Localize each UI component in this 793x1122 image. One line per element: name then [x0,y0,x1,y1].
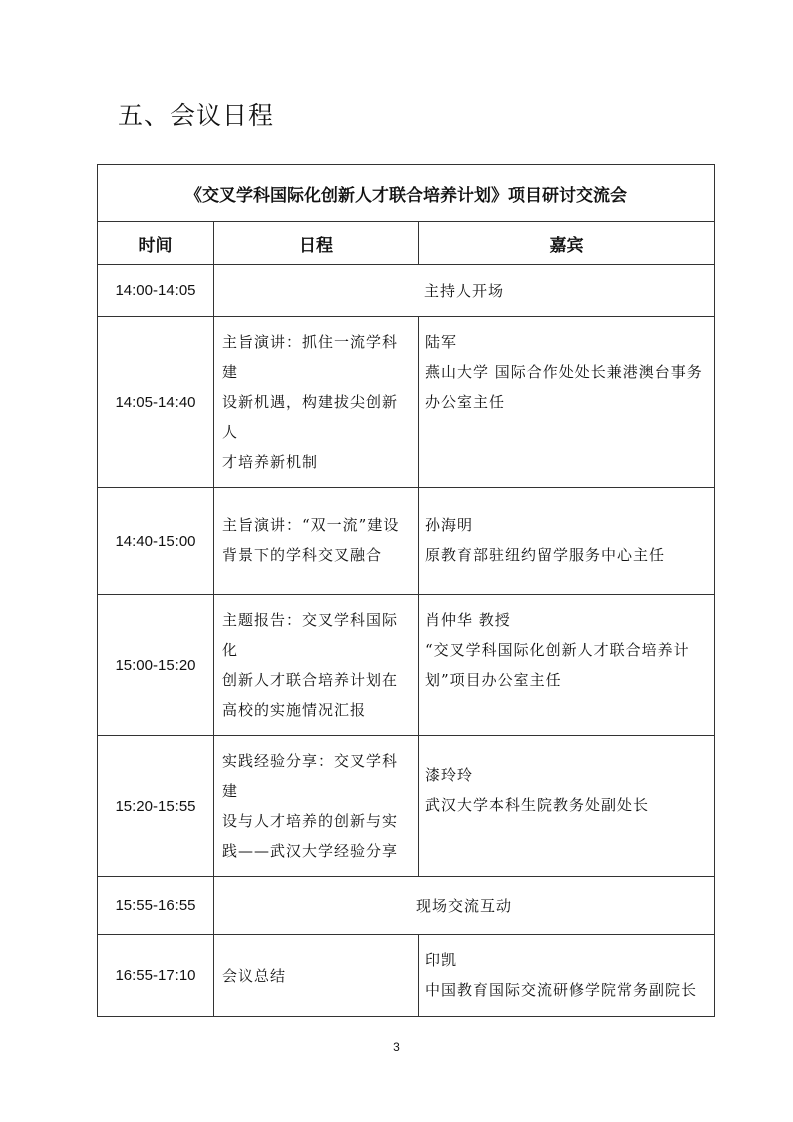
guest-line: 办公室主任 [425,393,506,411]
program-cell [214,935,419,1017]
time-cell: 15:00-15:20 [98,595,214,736]
header-program: 日程 [214,222,419,265]
time-cell: 14:05-14:40 [98,317,214,488]
program-cell [214,736,419,877]
program-line: 主旨演讲：抓住一流学科建 [222,333,399,381]
guest-line: 孙海明 [425,516,474,534]
guest-line: 中国教育国际交流研修学院常务副院长 [425,981,698,999]
program-line: 主题报告：交叉学科国际化 [222,611,399,659]
program-line: 实践经验分享：交叉学科建 [222,752,399,800]
table-row [98,317,715,488]
header-guest: 嘉宾 [419,222,715,265]
section-heading: 五、会议日程 [118,101,275,130]
program-line: 主旨演讲：“双一流”建设 [222,516,400,534]
table-row [98,877,715,935]
program-line: 设与人才培养的创新与实 [222,812,399,830]
guest-line: “交叉学科国际化创新人才联合培养计 [425,641,690,659]
guest-line: 武汉大学本科生院教务处副处长 [425,796,650,814]
agenda-span-cell: 主持人开场 [214,265,715,317]
table-caption: 《交叉学科国际化创新人才联合培养计划》项目研讨交流会 [98,165,715,222]
guest-cell [419,935,715,1017]
guest-line: 陆军 [425,333,458,351]
header-time: 时间 [98,222,214,265]
program-cell [214,317,419,488]
time-cell: 15:55-16:55 [98,877,214,935]
time-cell: 16:55-17:10 [98,935,214,1017]
guest-line: 原教育部驻纽约留学服务中心主任 [425,546,666,564]
table-row [98,736,715,877]
program-line: 创新人才联合培养计划在 [222,671,399,689]
guest-line: 燕山大学 国际合作处处长兼港澳台事务 [425,363,703,381]
table-header-row [98,222,715,265]
time-cell: 14:00-14:05 [98,265,214,317]
agenda-span-cell: 现场交流互动 [214,877,715,935]
table-caption-row [98,165,715,222]
time-cell: 15:20-15:55 [98,736,214,877]
program-line: 设新机遇，构建拔尖创新人 [222,393,399,441]
table-row [98,935,715,1017]
table-row [98,488,715,595]
guest-cell [419,488,715,595]
guest-line: 印凯 [425,951,458,969]
program-line: 践——武汉大学经验分享 [222,842,399,860]
page-number: 3 [393,1040,400,1054]
guest-line: 漆玲玲 [425,766,474,784]
program-cell [214,595,419,736]
program-line: 会议总结 [222,966,287,985]
guest-line: 肖仲华 教授 [425,611,511,629]
program-line: 背景下的学科交叉融合 [222,546,383,564]
program-line: 才培养新机制 [222,453,319,471]
program-line: 高校的实施情况汇报 [222,701,367,719]
guest-cell [419,736,715,877]
table-row [98,595,715,736]
table-row [98,265,715,317]
guest-cell [419,317,715,488]
guest-cell [419,595,715,736]
time-cell: 14:40-15:00 [98,488,214,595]
program-cell [214,488,419,595]
schedule-table [97,164,715,1017]
guest-line: 划”项目办公室主任 [425,671,562,689]
